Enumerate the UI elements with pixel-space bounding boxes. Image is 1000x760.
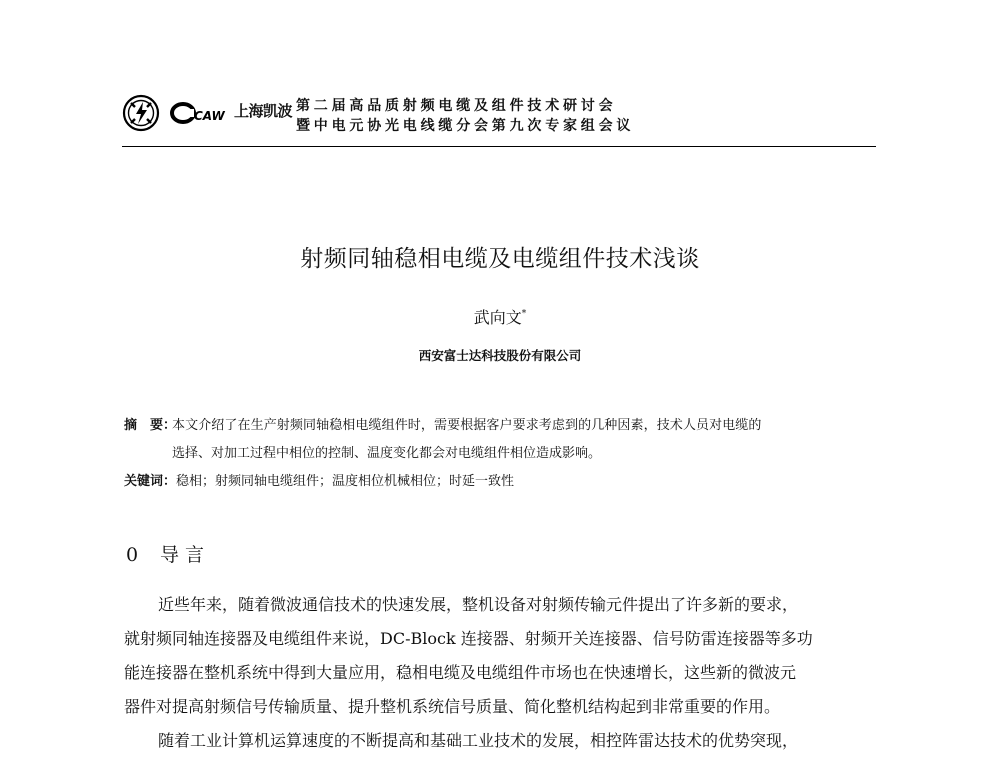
abstract-label: 摘 要： xyxy=(124,418,177,433)
body-text xyxy=(124,588,884,758)
section-heading xyxy=(126,540,210,567)
abstract-line: 本文介绍了在生产射频同轴稳相电缆组件时，需要根据客户要求考虑到的几种因素，技术人员对电缆的 xyxy=(172,418,762,433)
paper-title: 射频同轴稳相电缆及电缆组件技术浅谈 xyxy=(300,246,700,272)
section-number: 0 xyxy=(126,544,139,566)
company-logo-text: CAW xyxy=(194,109,225,123)
author-footnote-mark: * xyxy=(521,309,527,319)
company-logo-icon xyxy=(170,98,240,128)
body-line: 器件对提高射频信号传输质量、提升整机系统信号质量、简化整机结构起到非常重要的作用。 xyxy=(124,697,781,716)
author-name: 武向文 xyxy=(473,308,522,327)
keywords xyxy=(124,468,514,496)
body-line: 能连接器在整机系统中得到大量应用，稳相电缆及电缆组件市场也在快速增长，这些新的微波元 xyxy=(124,663,797,682)
section-title: 导言 xyxy=(160,544,211,566)
body-line: 就射频同轴连接器及电缆组件来说，DC-Block 连接器、射频开关连接器、信号防雷连接器等多功 xyxy=(124,629,813,648)
emblem-logo-icon xyxy=(122,94,160,132)
conference-title xyxy=(296,96,634,136)
header-divider xyxy=(122,146,876,147)
keywords-text: 稳相；射频同轴电缆组件；温度相位机械相位；时延一致性 xyxy=(176,474,515,489)
body-line: 近些年来，随着微波通信技术的快速发展，整机设备对射频传输元件提出了许多新的要求， xyxy=(158,595,799,614)
page-header xyxy=(122,92,876,150)
conference-title-line1: 第二届高品质射频电缆及组件技术研讨会 xyxy=(296,98,617,114)
author-line xyxy=(0,305,1000,328)
body-line: 随着工业计算机运算速度的不断提高和基础工业技术的发展，相控阵雷达技术的优势突现， xyxy=(158,731,799,750)
keywords-label: 关键词： xyxy=(124,474,177,489)
author-affiliation: 西安富士达科技股份有限公司 xyxy=(418,348,582,363)
conference-title-line2: 暨中电元协光电线缆分会第九次专家组会议 xyxy=(296,118,635,134)
company-name: 上海凯波 xyxy=(234,102,293,120)
abstract-line: 选择、对加工过程中相位的控制、温度变化都会对电缆组件相位造成影响。 xyxy=(172,446,602,461)
